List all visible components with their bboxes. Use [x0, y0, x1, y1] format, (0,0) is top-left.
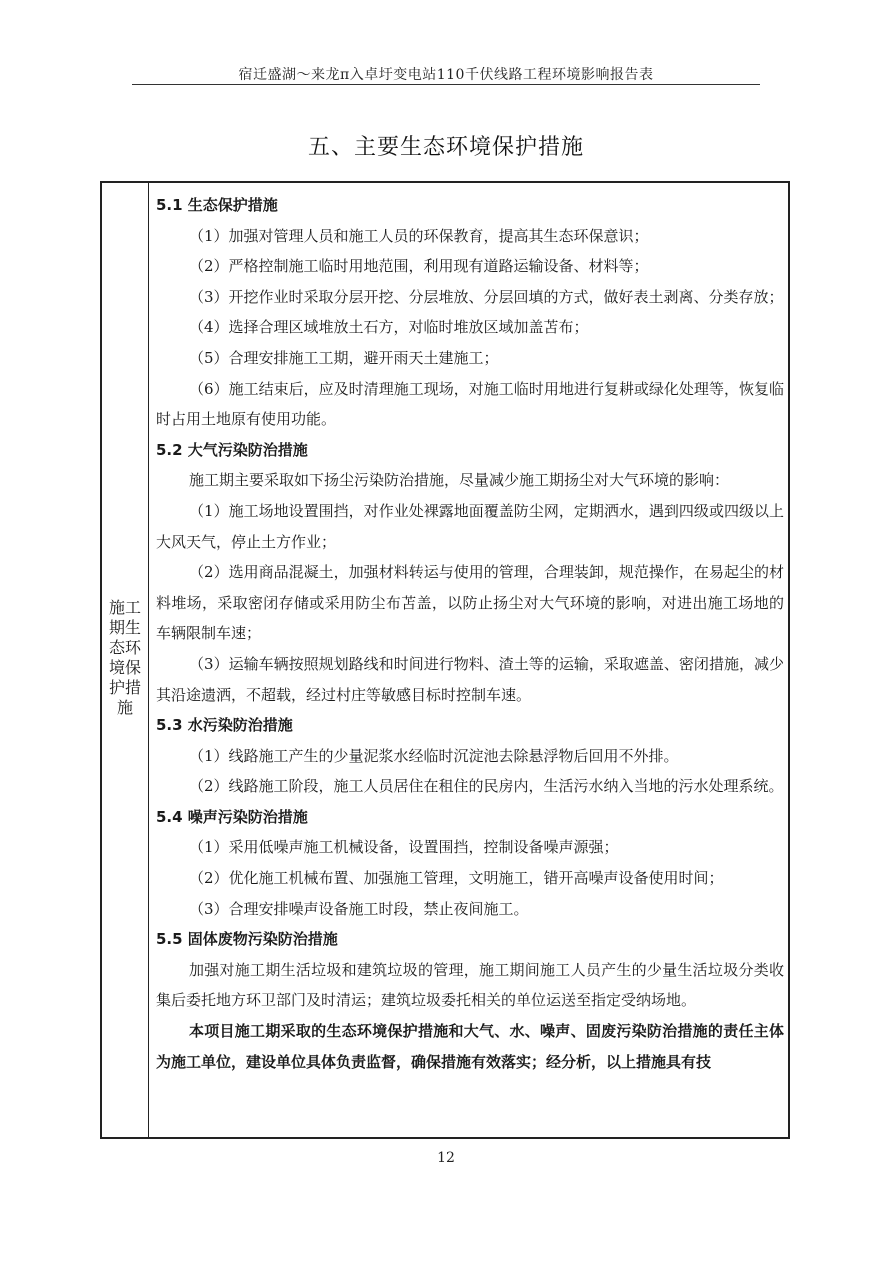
- row-label-line: 期生: [108, 618, 141, 637]
- row-label-line: 护措: [108, 678, 141, 697]
- section-heading: 5.1 生态保护措施: [156, 196, 278, 214]
- paragraph: （6）施工结束后，应及时清理施工现场，对施工临时用地进行复耕或绿化处理等，恢复临时占用土地原有使用功能。: [156, 379, 784, 429]
- paragraph: （2）优化施工机械布置、加强施工管理，文明施工，错开高噪声设备使用时间；: [189, 869, 724, 888]
- section-heading: 5.3 水污染防治措施: [156, 716, 293, 735]
- paragraph: （2）线路施工阶段，施工人员居住在租住的民房内，生活污水纳入当地的污水处理系统。: [189, 777, 784, 796]
- running-header: 宿迁盛湖～来龙π入卓圩变电站110千伏线路工程环境影响报告表: [238, 67, 654, 83]
- section-heading: 5.4 噪声污染防治措施: [156, 807, 308, 826]
- paragraph: （1）加强对管理人员和施工人员的环保教育，提高其生态环保意识；: [189, 226, 649, 245]
- row-label-line: 施: [116, 698, 133, 717]
- paragraph: （3）合理安排噪声设备施工时段，禁止夜间施工。: [189, 899, 529, 918]
- row-label-construction-phase: [104, 598, 146, 718]
- summary-paragraph: 本项目施工期采取的生态环境保护措施和大气、水、噪声、固废污染防治措施的责任主体为施工单位，建设单位具体负责监督，确保措施有效落实；经分析，以上措施具有技: [156, 1022, 784, 1071]
- paragraph: （3）运输车辆按照规划路线和时间进行物料、渣土等的运输，采取遮盖、密闭措施，减少其沿途遗洒，不超载，经过村庄等敏感目标时控制车速。: [156, 654, 784, 704]
- paragraph: （5）合理安排施工工期，避开雨天土建施工；: [189, 348, 499, 367]
- paragraph: 施工期主要采取如下扬尘污染防治措施，尽量减少施工期扬尘对大气环境的影响：: [189, 471, 730, 490]
- paragraph: （4）选择合理区域堆放土石方，对临时堆放区域加盖苫布；: [189, 318, 589, 337]
- section-ecological-protection: [156, 190, 784, 435]
- page-number: 12: [437, 1150, 455, 1166]
- paragraph: （2）严格控制施工临时用地范围，利用现有道路运输设备、材料等；: [189, 257, 649, 276]
- header-rule: [132, 84, 760, 85]
- row-label-line: 境保: [108, 658, 141, 677]
- row-label-line: 施工: [108, 598, 141, 617]
- paragraph: （1）采用低噪声施工机械设备，设置围挡，控制设备噪声源强；: [189, 838, 619, 857]
- section-heading: 5.5 固体废物污染防治措施: [156, 930, 338, 949]
- section-noise-pollution: [156, 802, 784, 924]
- section-heading: 5.2 大气污染防治措施: [156, 440, 308, 459]
- column-divider: [148, 183, 149, 1137]
- paragraph: （1）施工场地设置围挡，对作业处裸露地面覆盖防尘网，定期洒水，遇到四级或四级以上大风天气，停止土方作业；: [156, 501, 784, 551]
- measures-content: [156, 190, 784, 1077]
- paragraph: （3）开挖作业时采取分层开挖、分层堆放、分层回填的方式，做好表土剥离、分类存放；: [189, 287, 784, 306]
- section-air-pollution: [156, 435, 784, 710]
- paragraph: （2）选用商品混凝土，加强材料转运与使用的管理，合理装卸，规范操作，在易起尘的材料堆场，采取密闭存储或采用防尘布苫盖，以防止扬尘对大气环境的影响，对进出施工场地的车辆限制车速；: [156, 563, 784, 643]
- row-label-line: 态环: [108, 638, 141, 657]
- paragraph: （1）线路施工产生的少量泥浆水经临时沉淀池去除悬浮物后回用不外排。: [189, 746, 679, 765]
- section-water-pollution: [156, 710, 784, 802]
- section-title: 五、主要生态环境保护措施: [307, 135, 584, 160]
- section-solid-waste: [156, 924, 784, 1016]
- paragraph: 加强对施工期生活垃圾和建筑垃圾的管理，施工期间施工人员产生的少量生活垃圾分类收集后委托地方环卫部门及时清运；建筑垃圾委托相关的单位运送至指定受纳场地。: [156, 960, 784, 1010]
